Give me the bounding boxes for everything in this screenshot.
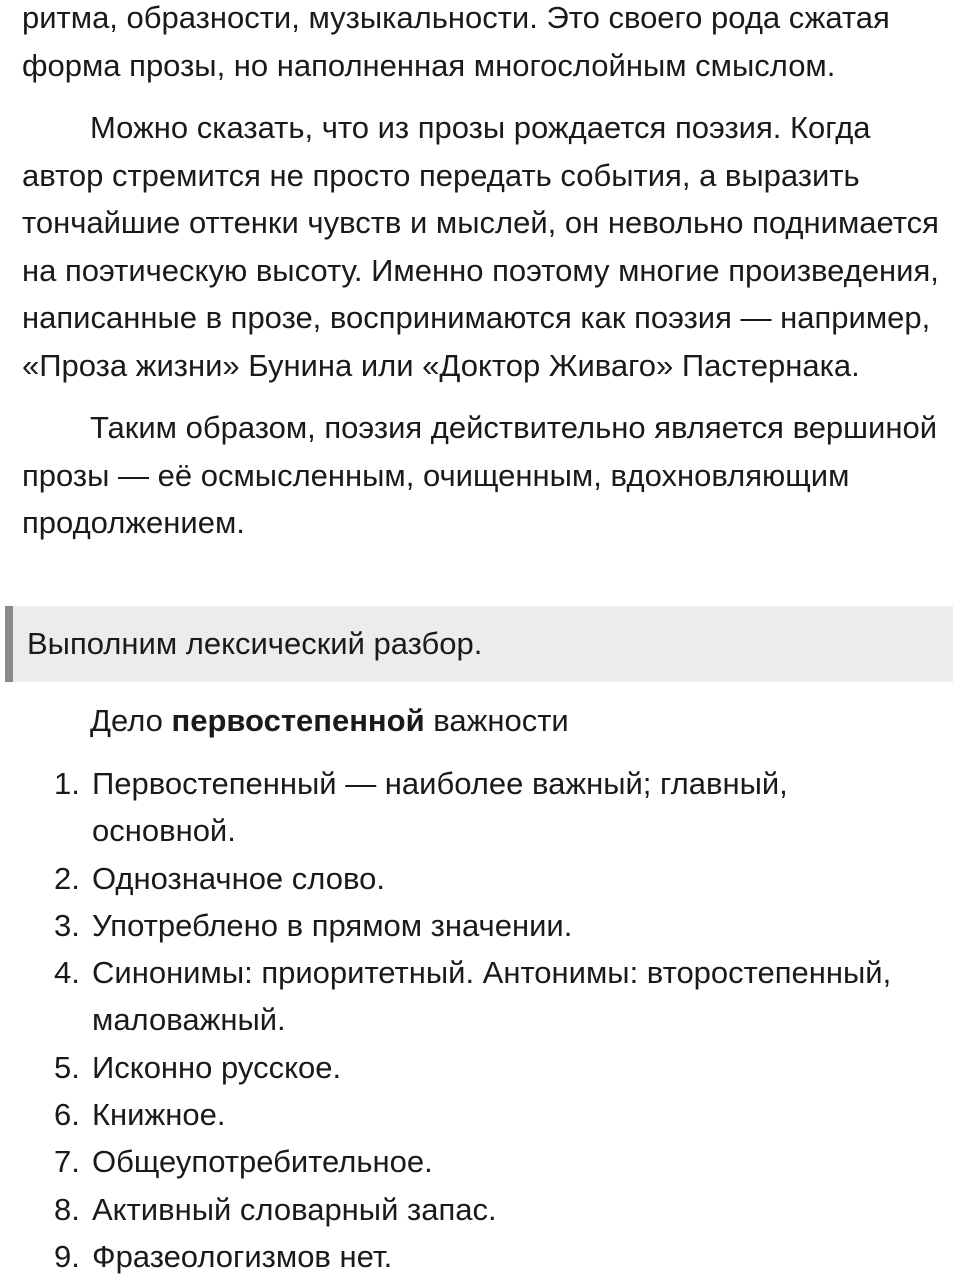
- list-item: [0, 855, 940, 902]
- list-text: Синонимы: приоритетный. Антонимы: второстепенный, маловажный.: [92, 955, 892, 1038]
- list-text: Употреблено в прямом значении.: [92, 907, 573, 943]
- list-item: [0, 1138, 940, 1185]
- list-item: [0, 1044, 940, 1091]
- phrase-before: Дело: [90, 703, 172, 738]
- phrase-after: важности: [424, 703, 569, 738]
- analysis-list: [0, 760, 940, 1280]
- list-number: 3.: [54, 907, 80, 943]
- phrase-keyword: первостепенной: [171, 703, 425, 738]
- list-item: [0, 949, 940, 1044]
- callout-text: Выполним лексический разбор.: [27, 626, 483, 661]
- list-number: 4.: [54, 955, 80, 991]
- list-item: [0, 1091, 940, 1138]
- list-text: Первостепенный — наиболее важный; главный, основной.: [92, 766, 788, 849]
- list-text: Фразеологизмов нет.: [92, 1238, 393, 1274]
- list-number: 7.: [54, 1144, 80, 1180]
- list-number: 9.: [54, 1238, 80, 1274]
- list-number: 8.: [54, 1191, 80, 1227]
- list-item: [0, 1186, 940, 1233]
- list-number: 6.: [54, 1097, 80, 1133]
- essay-text: [22, 0, 942, 547]
- list-text: Исконно русское.: [92, 1049, 342, 1085]
- list-number: 5.: [54, 1049, 80, 1085]
- lexical-analysis-callout: [5, 606, 953, 682]
- list-text: Книжное.: [92, 1097, 226, 1133]
- list-number: 1.: [54, 766, 80, 801]
- list-item: [0, 902, 940, 949]
- paragraph: Таким образом, поэзия действительно является вершиной прозы — её осмысленным, очищенным, вдохновляющим продолжением.: [22, 410, 938, 540]
- list-text: Активный словарный запас.: [92, 1191, 497, 1227]
- list-number: 2.: [54, 860, 80, 896]
- list-text: Общеупотребительное.: [92, 1144, 433, 1180]
- list-item: [0, 1233, 940, 1280]
- list-text: Однозначное слово.: [92, 860, 385, 896]
- list-item: [0, 760, 940, 855]
- paragraph: Можно сказать, что из прозы рождается поэзия. Когда автор стремится не просто передать события, а выразить тончайшие оттенки чувств и мыслей, он невольно поднимается на поэтическую высоту. Именно поэтому многие произведения, написанные в прозе, воспринимаются как поэзия — например, «Проза жизни» Бунина или «Доктор Живаго» Пастернака.: [22, 110, 939, 383]
- paragraph: ритма, образности, музыкальности. Это своего рода сжатая форма прозы, но наполненная многослойным смыслом.: [22, 0, 890, 83]
- analyzed-phrase: [90, 697, 569, 744]
